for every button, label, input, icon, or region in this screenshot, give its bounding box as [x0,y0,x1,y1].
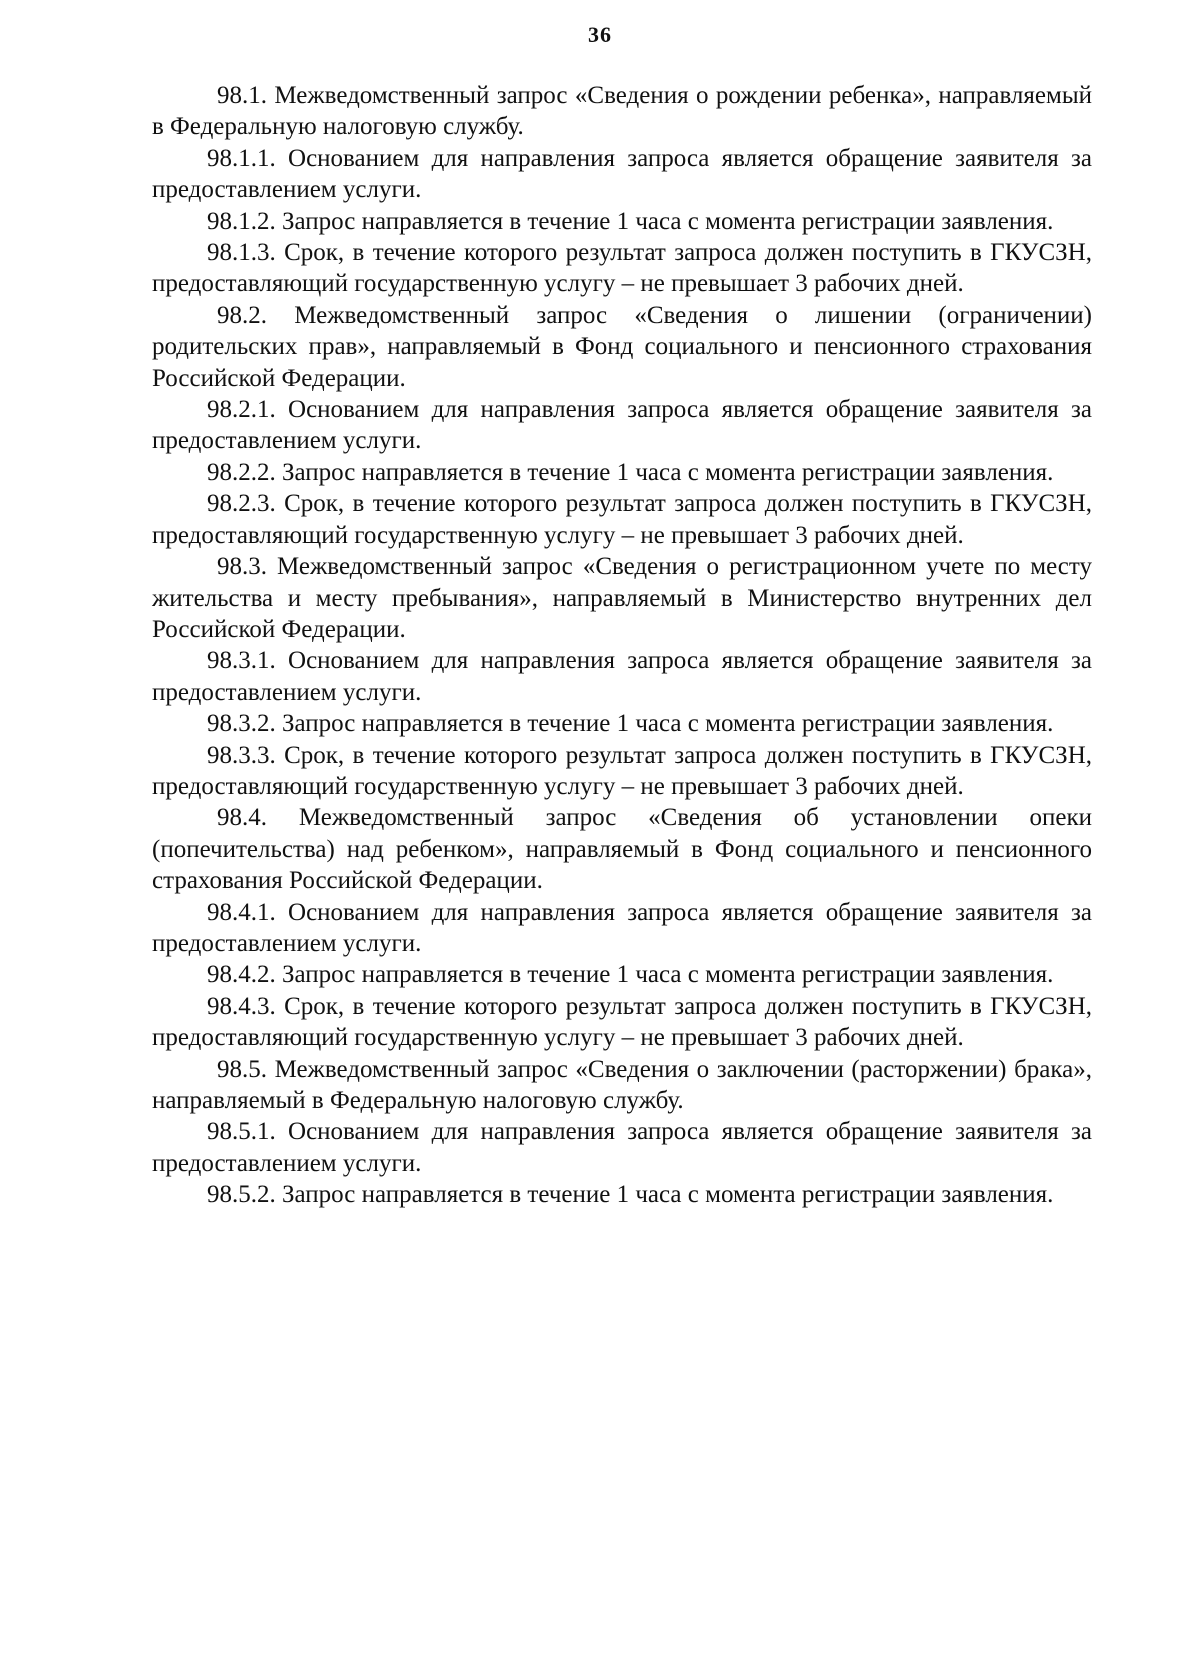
subsection-paragraph: 98.3.2. Запрос направляется в течение 1 часа с момента регистрации заявления. [207,710,1054,738]
section-paragraph: 98.4. Межведомственный запрос «Сведения об установлении опеки (попечительства) над ребенком», направляемый в Фонд социального и пенсионного страхования Российской Федерации. [152,804,1092,895]
subsection-paragraph: 98.2.1. Основанием для направления запроса является обращение заявителя за предоставлением услуги. [152,396,1092,455]
subsection-paragraph: 98.3.3. Срок, в течение которого результат запроса должен поступить в ГКУСЗН, предоставляющий государственную услугу – не превышает 3 рабочих дней. [152,741,1092,800]
subsection-paragraph: 98.4.2. Запрос направляется в течение 1 часа с момента регистрации заявления. [207,961,1054,989]
subsection-paragraph: 98.1.3. Срок, в течение которого результат запроса должен поступить в ГКУСЗН, предоставляющий государственную услугу – не превышает 3 рабочих дней. [152,239,1092,298]
subsection-paragraph: 98.2.2. Запрос направляется в течение 1 часа с момента регистрации заявления. [207,458,1054,486]
section-paragraph: 98.3. Межведомственный запрос «Сведения о регистрационном учете по месту жительства и месту пребывания», направляемый в Министерство внутренних дел Российской Федерации. [152,553,1092,643]
subsection-paragraph: 98.5.1. Основанием для направления запроса является обращение заявителя за предоставлением услуги. [152,1118,1092,1177]
section-paragraph: 98.5. Межведомственный запрос «Сведения о заключении (расторжении) брака», направляемый в Федеральную налоговую службу. [152,1055,1092,1114]
subsection-paragraph: 98.4.1. Основанием для направления запроса является обращение заявителя за предоставлением услуги. [152,898,1092,957]
page-number: 36 [588,22,612,47]
subsection-paragraph: 98.3.1. Основанием для направления запроса является обращение заявителя за предоставлением услуги. [152,647,1092,706]
document-body [152,80,1092,1211]
section-paragraph: 98.2. Межведомственный запрос «Сведения о лишении (ограничении) родительских прав», направляемый в Фонд социального и пенсионного страхования Российской Федерации. [152,301,1092,392]
subsection-paragraph: 98.5.2. Запрос направляется в течение 1 часа с момента регистрации заявления. [207,1181,1054,1209]
subsection-paragraph: 98.2.3. Срок, в течение которого результат запроса должен поступить в ГКУСЗН, предоставляющий государственную услугу – не превышает 3 рабочих дней. [152,490,1092,549]
subsection-paragraph: 98.1.2. Запрос направляется в течение 1 часа с момента регистрации заявления. [207,207,1054,235]
subsection-paragraph: 98.4.3. Срок, в течение которого результат запроса должен поступить в ГКУСЗН, предоставляющий государственную услугу – не превышает 3 рабочих дней. [152,992,1092,1052]
subsection-paragraph: 98.1.1. Основанием для направления запроса является обращение заявителя за предоставлением услуги. [152,144,1092,204]
section-paragraph: 98.1. Межведомственный запрос «Сведения о рождении ребенка», направляемый в Федеральную налоговую службу. [152,82,1092,141]
